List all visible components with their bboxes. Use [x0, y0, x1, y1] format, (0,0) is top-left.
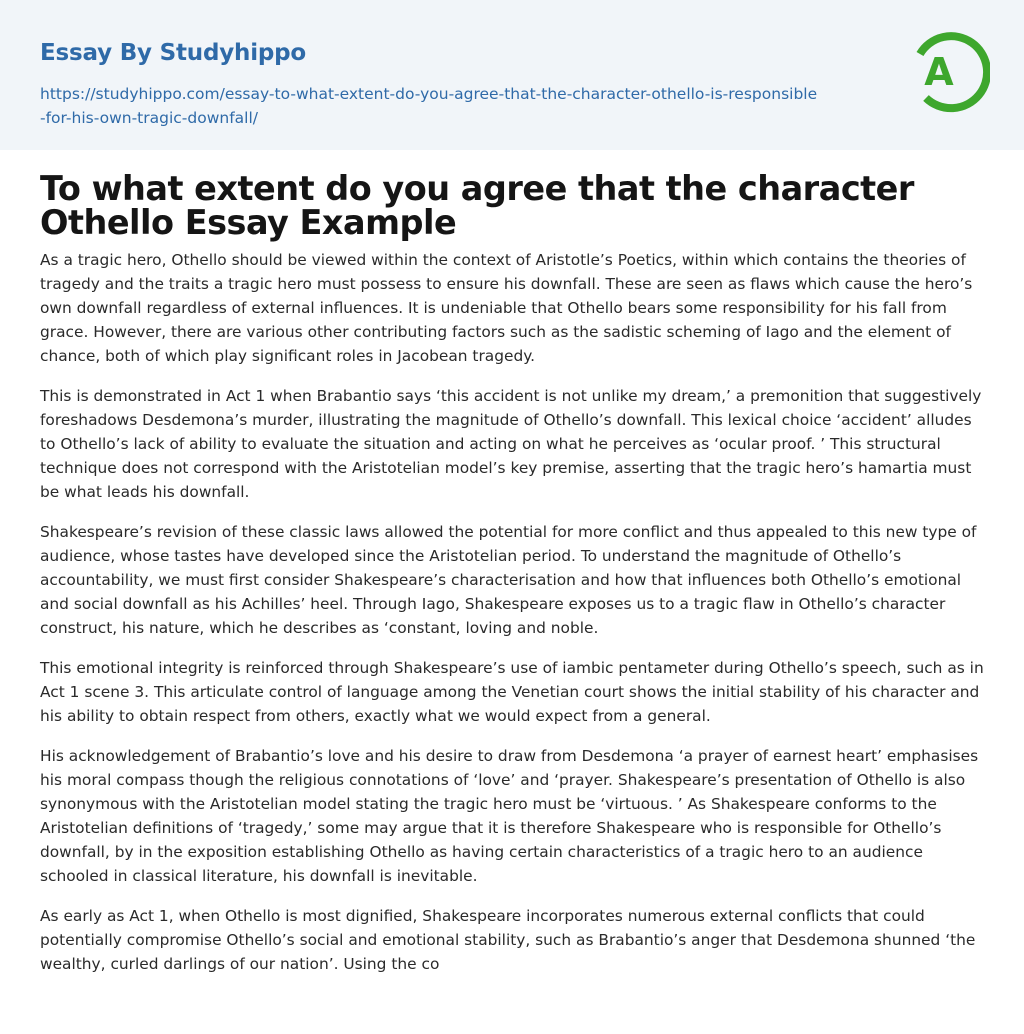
- site-name[interactable]: Essay By Studyhippo: [40, 40, 307, 66]
- paragraph: As early as Act 1, when Othello is most dignified, Shakespeare incorporates numerous external conflicts that could potentially compromise Othello’s social and emotional stability, such as Brabantio’s anger that Desdemona shunned ‘the wealthy, curled darlings of our nation’. Using the co: [40, 907, 976, 973]
- page-title: To what extent do you agree that the character Othello Essay Example: [40, 169, 914, 242]
- article: [0, 169, 1024, 976]
- paragraph: His acknowledgement of Brabantio’s love and his desire to draw from Desdemona ‘a prayer of earnest heart’ emphasises his moral compass though the religious connotations of ‘love’ and ‘prayer. Shakespeare’s presentation of Othello is also synonymous with the Aristotelian model stating the tragic hero must be ‘virtuous. ’ As Shakespeare conforms to the Aristotelian definitions of ‘tragedy,’ some may argue that it is therefore Shakespeare who is responsible for Othello’s downfall, by in the exposition establishing Othello as having certain characteristics of a tragic hero to an audience schooled in classical literature, his downfall is inevitable.: [40, 747, 979, 885]
- paragraph: This emotional integrity is reinforced through Shakespeare’s use of iambic pentameter during Othello’s speech, such as in Act 1 scene 3. This articulate control of language among the Venetian court shows the initial stability of his character and his ability to obtain respect from others, exactly what we would expect from a general.: [40, 659, 984, 725]
- paragraph: This is demonstrated in Act 1 when Brabantio says ‘this accident is not unlike my dream,’ a premonition that suggestively foreshadows Desdemona’s murder, illustrating the magnitude of Othello’s downfall. This lexical choice ‘accident’ alludes to Othello’s lack of ability to evaluate the situation and acting on what he perceives as ‘ocular proof. ’ This structural technique does not correspond with the Aristotelian model’s key premise, asserting that the tragic hero’s hamartia must be what leads his downfall.: [40, 387, 982, 501]
- paragraph: As a tragic hero, Othello should be viewed within the context of Aristotle’s Poetics, within which contains the theories of tragedy and the traits a tragic hero must possess to ensure his downfall. These are seen as flaws which cause the hero’s own downfall regardless of external influences. It is undeniable that Othello bears some responsibility for his fall from grace. However, there are various other contributing factors such as the sadistic scheming of Iago and the element of chance, both of which play significant roles in Jacobean tragedy.: [40, 251, 973, 365]
- source-url-link[interactable]: https://studyhippo.com/essay-to-what-extent-do-you-agree-that-the-character-othello-is-responsible-for-his-own-tragic-downfall/: [40, 85, 818, 127]
- site-header: [0, 0, 1024, 150]
- logo-letter: A: [924, 50, 954, 94]
- paragraph: Shakespeare’s revision of these classic laws allowed the potential for more conflict and thus appealed to this new type of audience, whose tastes have developed since the Aristotelian period. To understand the magnitude of Othello’s accountability, we must first consider Shakespeare’s characterisation and how that influences both Othello’s emotional and social downfall as his Achilles’ heel. Through Iago, Shakespeare exposes us to a tragic flaw in Othello’s character construct, his nature, which he describes as ‘constant, loving and noble.: [40, 523, 977, 637]
- studyhippo-logo-icon[interactable]: [906, 28, 990, 116]
